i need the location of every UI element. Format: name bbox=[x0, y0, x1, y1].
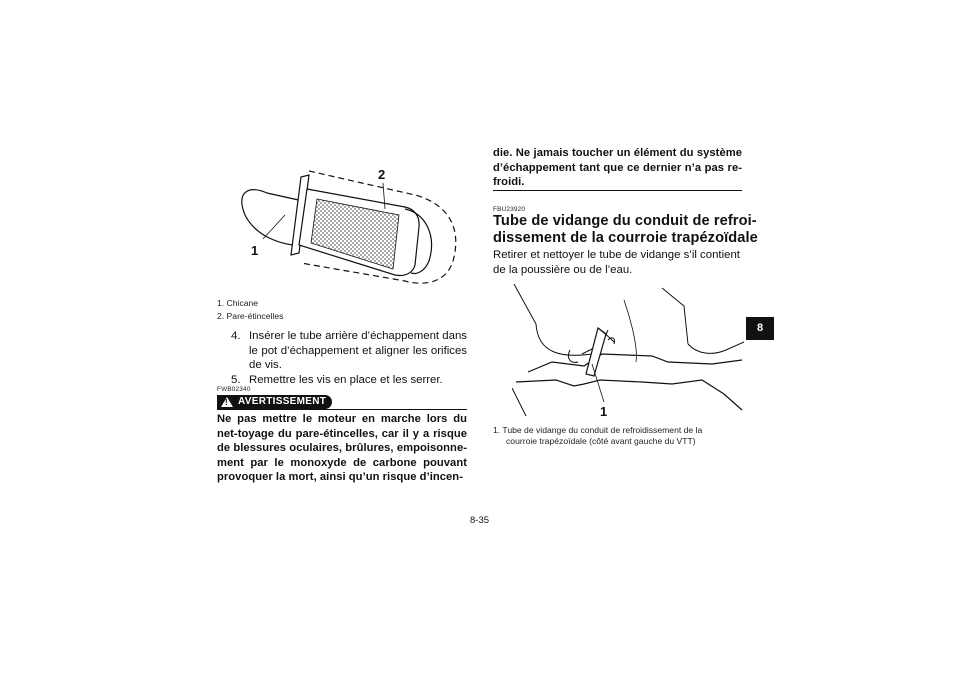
figure2-legend-line-1: 1. Tube de vidange du conduit de refroidissement de la bbox=[493, 425, 703, 435]
figure1-legend-item-1: 1. Chicane bbox=[217, 298, 259, 308]
warning-triangle-icon: ! bbox=[221, 397, 233, 407]
drain-tube-shape bbox=[586, 328, 606, 376]
step-5-text: Remettre les vis en place et les serrer. bbox=[249, 373, 443, 386]
warning-rule-top bbox=[217, 409, 467, 410]
warning-text: Ne pas mettre le moteur en marche lors du net-toyage du pare-étincelles, car il y a risque de blessures oculaires, brûlures, empoisonne-ment par le monoxyde de carbone pouvant provoquer la mort, ainsi qu’un risque d’incen- bbox=[217, 413, 467, 484]
section-code: FBU23920 bbox=[493, 206, 526, 213]
figure-spark-arrester bbox=[215, 165, 470, 295]
section-title-line-1: Tube de vidange du conduit de refroi- bbox=[493, 213, 757, 229]
chapter-tab: 8 bbox=[746, 317, 774, 340]
warning-badge-label: AVERTISSEMENT bbox=[238, 396, 327, 407]
callout-1: 1 bbox=[251, 243, 259, 258]
warning-text-continued: die. Ne jamais toucher un élément du système d’échappement tant que ce dernier n’a pas re-froidi. bbox=[493, 147, 742, 189]
figure2-legend-line-2: courroie trapézoïdale (côté avant gauche du VTT) bbox=[506, 436, 696, 446]
step-4 bbox=[231, 329, 467, 373]
step-5 bbox=[231, 373, 467, 388]
figure1-legend-item-2: 2. Pare-étincelles bbox=[217, 311, 284, 321]
callout-2: 2 bbox=[378, 167, 386, 182]
step-5-number: 5. bbox=[231, 373, 241, 386]
section-title-line-2: dissement de la courroie trapézoïdale bbox=[493, 230, 758, 246]
step-list bbox=[231, 329, 467, 387]
section-paragraph: Retirer et nettoyer le tube de vidange s’il contient de la poussière ou de l’eau. bbox=[493, 249, 740, 276]
page-number: 8-35 bbox=[470, 515, 490, 526]
warning-rule-bottom bbox=[493, 190, 742, 191]
figure2-callout-1: 1 bbox=[600, 404, 608, 419]
step-4-number: 4. bbox=[231, 330, 241, 342]
warning-code: FWB02340 bbox=[217, 386, 251, 393]
warning-badge bbox=[217, 395, 332, 409]
figure-drain-tube bbox=[512, 284, 744, 420]
step-4-text: Insérer le tube arrière d’échappement dans le pot d’échappement et aligner les orifices de vis. bbox=[249, 330, 467, 371]
